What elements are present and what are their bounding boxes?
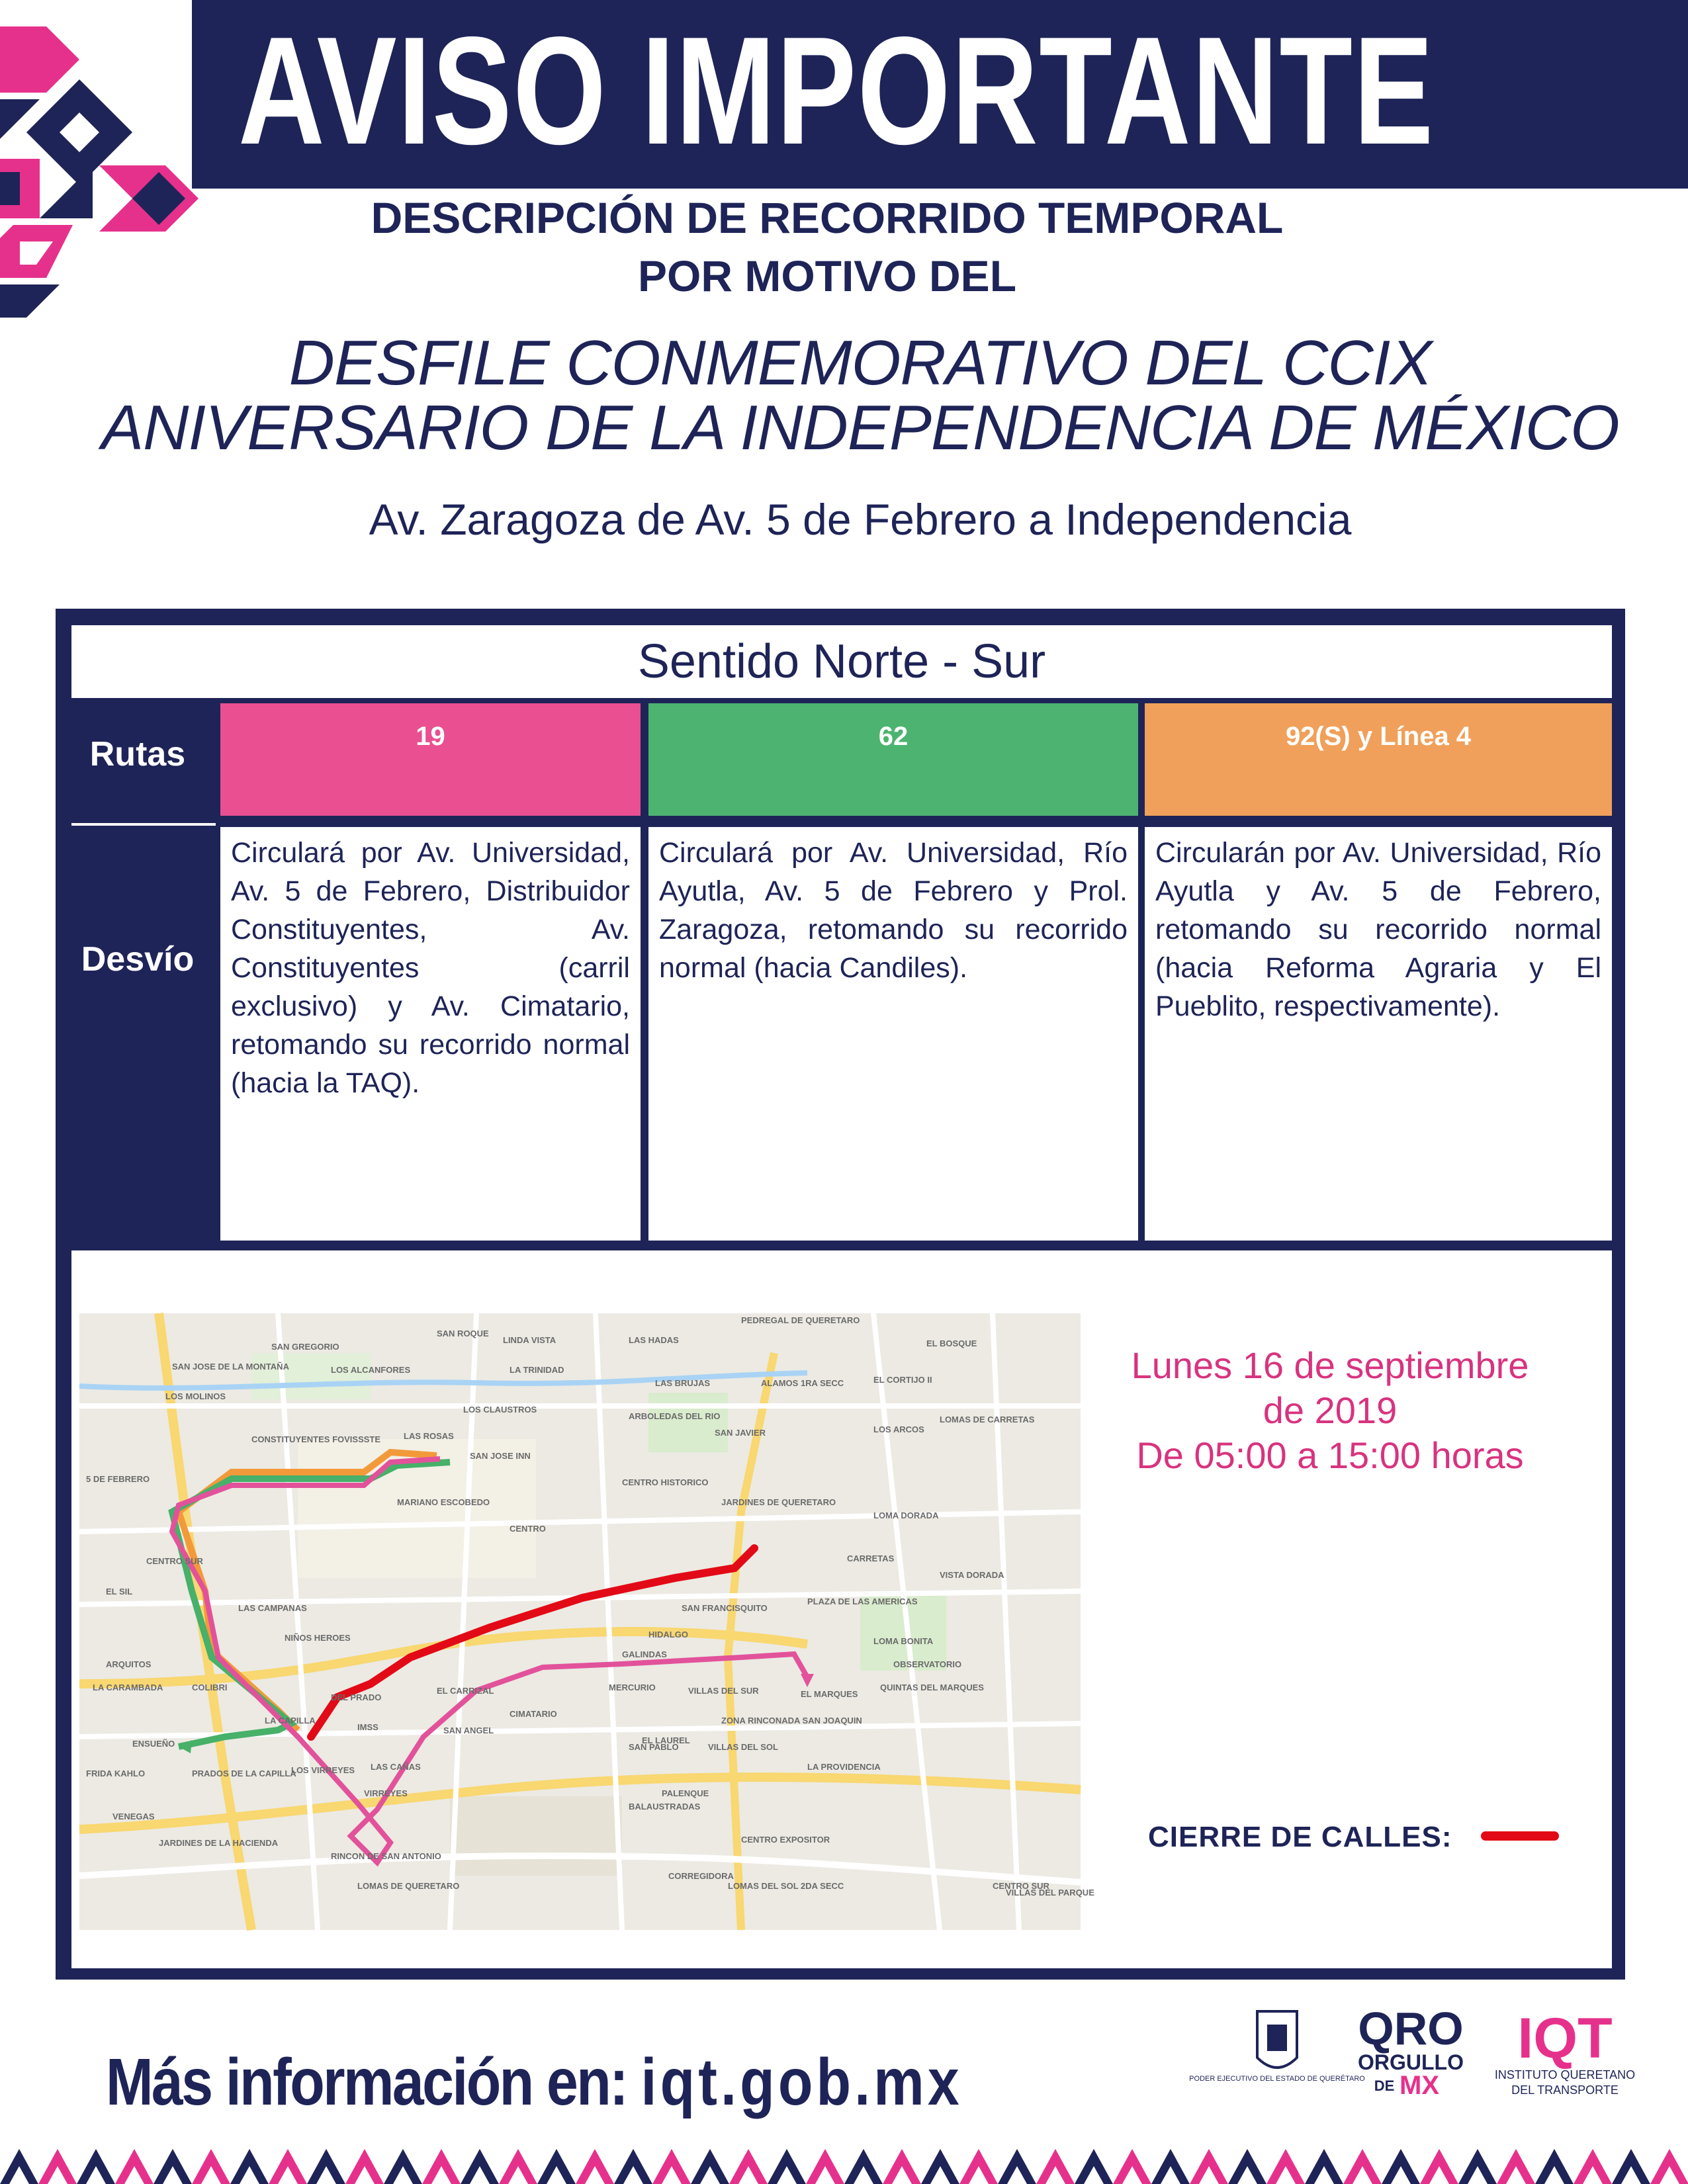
map-label: LA CAPILLA (265, 1716, 316, 1725)
map-label: HIDALGO (648, 1630, 688, 1639)
map-label: LA PROVIDENCIA (807, 1762, 881, 1772)
map-label: CIMATARIO (510, 1709, 557, 1719)
map-label: JARDINES DE LA HACIENDA (159, 1838, 279, 1848)
map-label: SAN JOSE DE LA MONTAÑA (172, 1362, 289, 1372)
map-label: SAN JOSE INN (470, 1451, 531, 1461)
more-info (106, 2044, 963, 2120)
detour-cell-62: Circulará por Av. Universidad, Río Ayutla, Av. 5 de Febrero y Prol. Zaragoza, retomando su recorrido normal (hacia Candiles). (648, 827, 1138, 1241)
map-label: LOMA BONITA (873, 1636, 934, 1646)
map-label: LA TRINIDAD (510, 1365, 564, 1375)
map-label: LOMAS DE QUERETARO (357, 1881, 460, 1891)
footer-pattern (0, 2142, 1688, 2184)
iqt-logo-mark: IQT (1517, 2007, 1613, 2070)
map-label: VIRREYES (364, 1788, 408, 1798)
schedule-hours: De 05:00 a 15:00 horas (1136, 1434, 1524, 1476)
website-link[interactable]: iqt.gob.mx (641, 2045, 963, 2119)
map-label: LOMAS DEL SOL 2DA SECC (728, 1881, 844, 1891)
schedule-text (1098, 1343, 1562, 1478)
mx-logo-text: MX (1399, 2071, 1439, 2100)
map-label: LAS HADAS (629, 1335, 679, 1345)
map-label: MERCURIO (609, 1682, 656, 1692)
iqt-caption-line-1: INSTITUTO QUERETANO (1494, 2068, 1636, 2081)
map-label: LAS BRUJAS (655, 1378, 711, 1388)
map-label: CENTRO EXPOSITOR (741, 1835, 830, 1845)
schedule-date-line-2: de 2019 (1263, 1389, 1398, 1431)
detour-cell-19: Circulará por Av. Universidad, Av. 5 de Febrero, Distribuidor Constituyentes, Av. Constituyentes (carril exclusivo) y Av. Cimatario, retomando su recorrido normal (hacia la TAQ). (220, 827, 641, 1241)
iqt-logo (1495, 2007, 1635, 2097)
map-label: PALENQUE (662, 1788, 709, 1798)
map-label: SAN ANGEL (443, 1725, 494, 1735)
queretaro-seal-icon (1189, 2011, 1365, 2083)
map-label: SAN FRANCISQUITO (682, 1603, 768, 1613)
map-label: VISTA DORADA (940, 1570, 1004, 1580)
map-label: CARRETAS (847, 1553, 895, 1563)
map-label: VILLAS DEL PARQUE (1006, 1888, 1094, 1898)
map-label: ARBOLEDAS DEL RIO (629, 1411, 721, 1421)
map-label: ARQUITOS (106, 1659, 152, 1669)
map-label: CENTRO SUR (993, 1881, 1049, 1891)
map-label: EL SIL (106, 1587, 133, 1596)
map-label: LAS ROSAS (404, 1431, 454, 1441)
map-label: VILLAS DEL SUR (688, 1686, 759, 1696)
map-label: CENTRO SUR (146, 1556, 203, 1566)
map-label: CONSTITUYENTES FOVISSSTE (251, 1434, 381, 1444)
closure-legend-label: CIERRE DE CALLES: (1148, 1821, 1452, 1853)
footer-logos (1189, 1998, 1641, 2124)
map-label: ENSUEÑO (132, 1739, 175, 1749)
qro-logo-text: QRO (1358, 2003, 1464, 2054)
schedule-date-line-1: Lunes 16 de septiembre (1131, 1344, 1529, 1386)
qro-orgullo-logo (1358, 2003, 1464, 2100)
map-label: LA CARAMBADA (93, 1682, 163, 1692)
map-label: SAN ROQUE (437, 1329, 489, 1338)
map-label: PLAZA DE LAS AMERICAS (807, 1596, 918, 1606)
direction-heading: Sentido Norte - Sur (71, 625, 1612, 698)
routes-row-label: Rutas (89, 735, 186, 773)
map-label: EL BOSQUE (926, 1338, 977, 1348)
map-label: EL CORTIJO II (873, 1375, 932, 1385)
event-line-1: DESFILE CONMEMORATIVO DEL CCIX (289, 328, 1432, 398)
map-label: SAN JAVIER (715, 1428, 766, 1438)
detour-row-label: Desvío (81, 940, 195, 979)
map-label: VENEGAS (112, 1812, 155, 1821)
map-label: LOMAS DE CARRETAS (940, 1415, 1035, 1424)
map-label: BALAUSTRADAS (629, 1802, 701, 1812)
more-info-label: Más información en: (106, 2045, 627, 2119)
map-label: OBSERVATORIO (893, 1659, 962, 1669)
map-label: IMSS (357, 1722, 378, 1732)
map-label: ALAMOS 1RA SECC (761, 1378, 844, 1388)
map-label: ZONA RINCONADA SAN JOAQUIN (721, 1716, 862, 1725)
orgullo-logo-text: ORGULLO (1358, 2050, 1464, 2074)
subtitle-line-1: DESCRIPCIÓN DE RECORRIDO TEMPORAL (371, 193, 1284, 242)
map-label: PRADOS DE LA CAPILLA (192, 1769, 296, 1778)
map-label: 5 DE FEBRERO (86, 1474, 150, 1484)
route-header-62: 62 (648, 703, 1138, 816)
seal-caption: PODER EJECUTIVO DEL ESTADO DE QUERÉTARO (1189, 2075, 1365, 2083)
row-divider (71, 823, 216, 826)
map-label: VILLAS DEL SOL (708, 1742, 778, 1752)
de-logo-text: DE (1374, 2077, 1395, 2094)
map-label: FRIDA KAHLO (86, 1769, 146, 1778)
route-header-19: 19 (220, 703, 641, 816)
map-label: CENTRO (510, 1524, 546, 1534)
event-name (66, 328, 1654, 463)
subtitle-line-2: POR MOTIVO DEL (637, 251, 1017, 300)
map-label: CENTRO HISTORICO (622, 1477, 709, 1487)
page-title: AVISO IMPORTANTE (238, 5, 1435, 177)
map-label: GALINDAS (622, 1649, 667, 1659)
closure-legend-swatch (1481, 1831, 1559, 1841)
detour-cell-92s-linea-4: Circularán por Av. Universidad, Río Ayutla y Av. 5 de Febrero, retomando su recorrido normal (hacia Reforma Agraria y El Pueblito, respectivamente). (1145, 827, 1612, 1241)
map-label: JARDINES DE QUERETARO (721, 1497, 836, 1507)
route-map (79, 1313, 1094, 1930)
map-label: LAS CAMPANAS (238, 1603, 307, 1613)
notice-subtitle (199, 189, 1456, 305)
event-line-2: ANIVERSARIO DE LA INDEPENDENCIA DE MÉXICO (101, 392, 1619, 463)
route-header-92s-linea-4: 92(S) y Línea 4 (1145, 703, 1612, 816)
map-label: LOS VIRREYES (291, 1765, 355, 1775)
map-label: LINDA VISTA (503, 1335, 556, 1345)
map-label: EL CARRIZAL (437, 1686, 494, 1696)
map-label: LOMA DORADA (873, 1510, 939, 1520)
map-label: SAN GREGORIO (271, 1342, 339, 1352)
map-label: LAS CAÑAS (371, 1762, 421, 1772)
map-label: NIÑOS HEROES (285, 1633, 351, 1643)
map-label: LOS MOLINOS (165, 1391, 226, 1401)
map-label: LOS ALCANFORES (331, 1365, 411, 1375)
decorative-pattern-icon (0, 0, 212, 344)
map-label: LOS CLAUSTROS (463, 1405, 537, 1415)
map-label: RINCON DE SAN ANTONIO (331, 1851, 441, 1861)
map-label: EL MARQUES (801, 1689, 858, 1699)
map-label: MARIANO ESCOBEDO (397, 1497, 490, 1507)
map-label: QUINTAS DEL MARQUES (880, 1682, 984, 1692)
map-label: LOS ARCOS (873, 1424, 924, 1434)
iqt-caption-line-2: DEL TRANSPORTE (1511, 2083, 1619, 2097)
map-label: EL LAUREL (642, 1735, 690, 1745)
affected-street: Av. Zaragoza de Av. 5 de Febrero a Independencia (369, 495, 1352, 544)
map-label: COLIBRI (192, 1682, 228, 1692)
map-label: DEL PRADO (331, 1692, 382, 1702)
map-label: CORREGIDORA (668, 1871, 734, 1881)
map-label: SAN PABLO (629, 1742, 679, 1752)
map-label: PEDREGAL DE QUERETARO (741, 1315, 860, 1325)
